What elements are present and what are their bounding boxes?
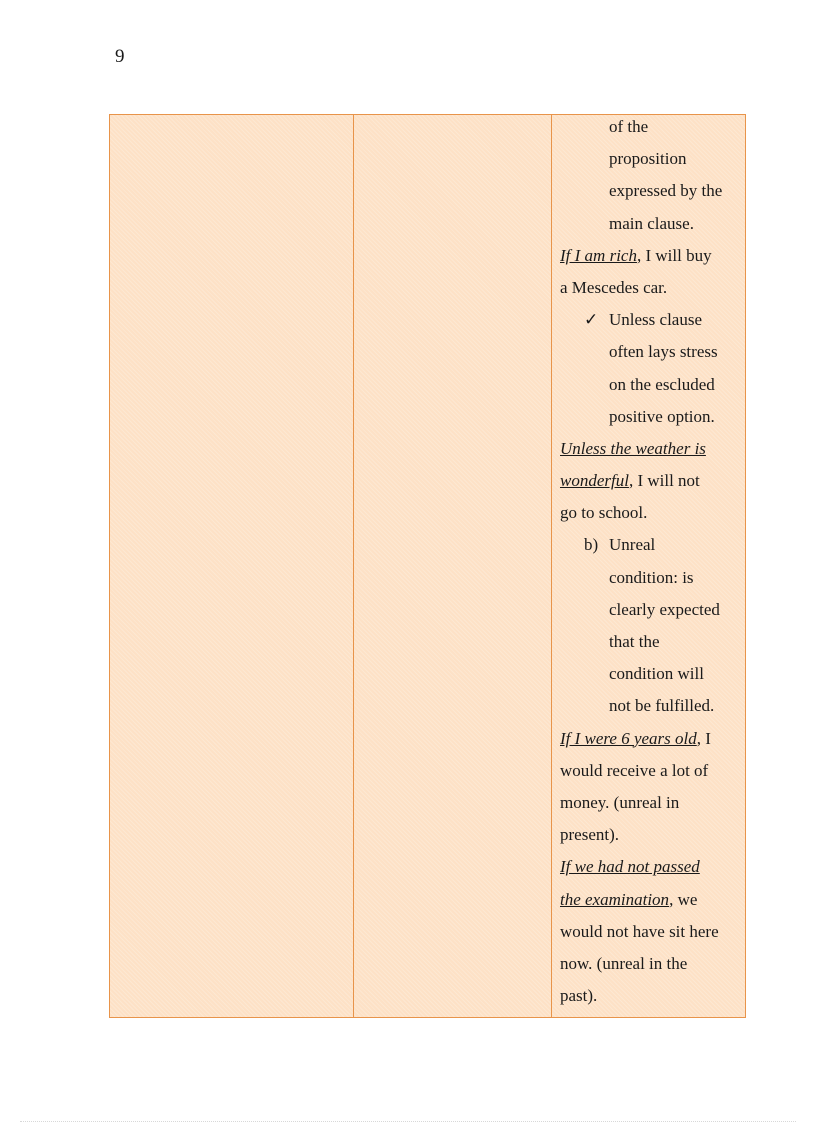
example-line: a Mescedes car. (560, 277, 668, 297)
example-conditional-clause: If we had not passed (560, 857, 700, 877)
text-span: Unreal (609, 535, 656, 555)
text-line: condition: is (609, 567, 694, 587)
text-line: proposition (609, 149, 687, 169)
text-line: not be fulfilled. (609, 696, 715, 716)
example-line: would receive a lot of (560, 760, 709, 780)
example-main-clause: , I will buy (636, 245, 712, 265)
list-marker: b) (584, 535, 599, 555)
example-line: past). (560, 986, 598, 1006)
example-line: go to school. (560, 503, 648, 523)
page-bottom-divider (20, 1121, 796, 1122)
example-main-clause: , we (669, 889, 698, 909)
text-line: that the (609, 632, 660, 651)
text-line: often lays stress (609, 342, 718, 362)
example-line (560, 884, 739, 916)
text-line: on the escluded (609, 374, 715, 394)
example-line: would not have sit here (560, 921, 719, 941)
example-conditional-clause: wonderful (560, 471, 629, 491)
text-line: expressed by the (609, 181, 723, 201)
example-conditional-clause: the examination (560, 889, 670, 909)
content-table (109, 114, 746, 1018)
text-line: of the (609, 117, 649, 136)
example-line: present). (560, 825, 620, 845)
text-line: main clause. (609, 213, 694, 233)
example-main-clause: , I will not (628, 471, 700, 491)
example-conditional-clause: If I am rich (560, 245, 637, 265)
text-line: clearly expected (609, 599, 720, 619)
example-line (560, 723, 739, 755)
bullet-line (560, 304, 739, 336)
text-span: Unless clause (609, 310, 703, 330)
example-line (560, 851, 739, 883)
page-number: 9 (115, 46, 125, 67)
text-line: positive option. (609, 406, 715, 426)
list-item-b (560, 529, 739, 561)
checkmark-icon: ✓ (584, 310, 599, 330)
example-line: now. (unreal in the (560, 953, 688, 973)
table-column-3 (552, 115, 745, 1017)
example-main-clause: , I (696, 728, 711, 748)
text-line: condition will (609, 664, 704, 684)
example-conditional-clause: Unless the weather is (560, 438, 706, 458)
table-column-2 (354, 115, 552, 1017)
example-conditional-clause: If I were 6 years old (560, 728, 697, 748)
example-line (560, 465, 739, 497)
example-line (560, 240, 739, 272)
table-column-1 (110, 115, 354, 1017)
example-line: money. (unreal in (560, 792, 680, 812)
example-line (560, 433, 739, 465)
